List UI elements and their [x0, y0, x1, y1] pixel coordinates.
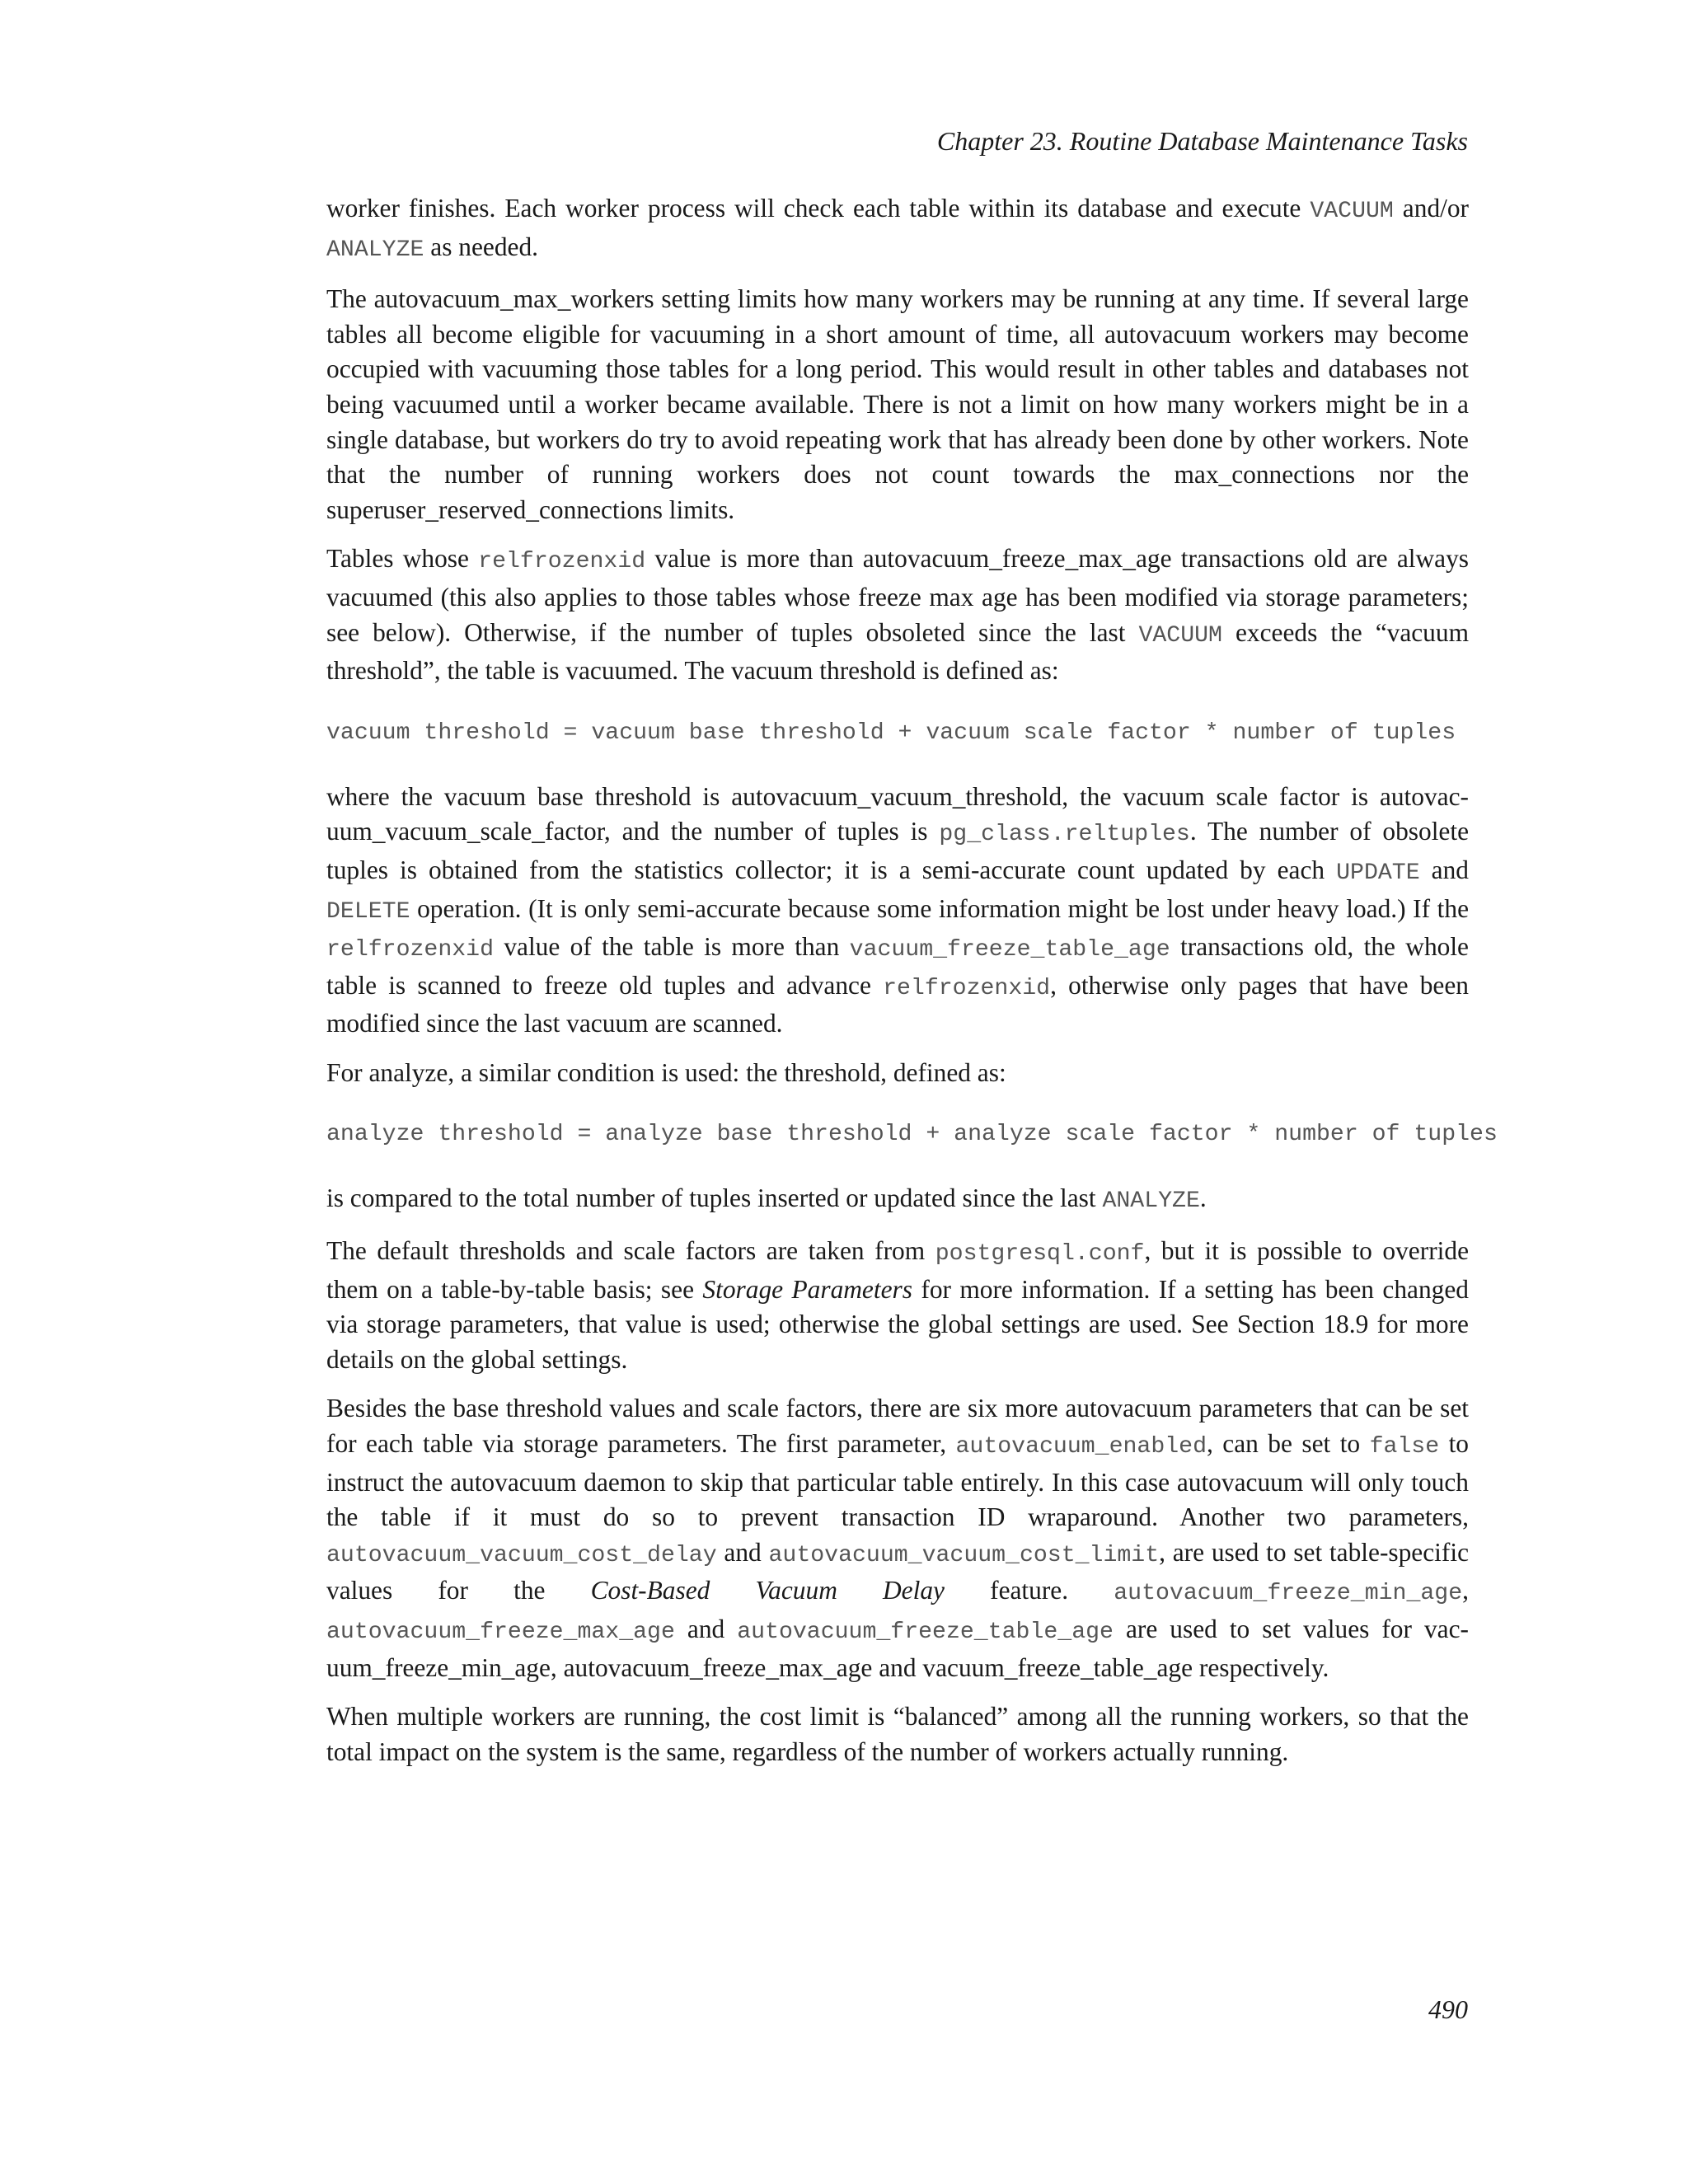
text-run: and/or — [1393, 194, 1470, 223]
text-run: . The number of obsolete tuples is obtained from the statistics collector; it is a semi-accurate count updated by each — [326, 817, 1469, 884]
text-run: and — [716, 1537, 769, 1567]
running-header: Chapter 23. Routine Database Maintenance Tasks — [936, 126, 1468, 156]
text-run: are used to set values for vacuum_freeze_min_age, autovacuum_freeze_max_age and vacuum_freeze_table_age respectively. — [326, 1615, 1469, 1682]
text-run: value is more than autovacuum_freeze_max_age transactions old are always vacuumed (this also applies to those tables whose freeze max age has been modified via storage parameters; see below). Otherwise, if the number of tuples obsoleted since the last — [326, 544, 1470, 647]
page-number: 490 — [1428, 1994, 1468, 2024]
paragraph-cost-limit-balanced: When multiple workers are running, the cost limit is “balanced” among all the running workers, so that the total impact on the system is the same, regardless of the number of workers actually running. — [326, 1702, 1469, 1766]
paragraph-default-thresholds — [326, 1234, 1469, 1377]
code-update: UPDATE — [1336, 860, 1420, 886]
code-analyze: ANALYZE — [326, 237, 424, 263]
text-run: as needed. — [424, 232, 538, 261]
text-run: transactions old, the whole table is scanned to freeze old tuples and advance — [326, 932, 1469, 1000]
code-autovacuum-freeze-min-age: autovacuum_freeze_min_age — [1114, 1581, 1463, 1607]
text-run: , are used to set table-specific values for the — [326, 1537, 1469, 1605]
text-run: The default thresholds and scale factors are taken from — [326, 1236, 935, 1266]
code-autovacuum-enabled: autovacuum_enabled — [955, 1434, 1207, 1460]
code-relfrozenxid: relfrozenxid — [326, 937, 494, 963]
code-autovacuum-vacuum-cost-limit: autovacuum_vacuum_cost_limit — [768, 1542, 1160, 1568]
text-run: exceeds the “vacuum threshold”, the table is vacuumed. The vacuum threshold is defined as: — [326, 617, 1469, 686]
text-run: and — [1419, 855, 1469, 884]
code-delete: DELETE — [326, 898, 410, 925]
code-postgresql-conf: postgresql.conf — [935, 1241, 1145, 1268]
code-autovacuum-vacuum-cost-delay: autovacuum_vacuum_cost_delay — [326, 1542, 717, 1568]
code-vacuum: VACUUM — [1310, 199, 1394, 224]
code-false: false — [1369, 1434, 1440, 1460]
text-run: to instruct the autovacuum daemon to skip that particular table entirely. In this case autovacuum will only touch the table if it must do so to prevent transaction ID wraparound. Another two parameters, — [326, 1429, 1470, 1532]
code-relfrozenxid: relfrozenxid — [478, 549, 646, 575]
link-storage-parameters[interactable]: Storage Parameters — [702, 1274, 912, 1304]
code-analyze: ANALYZE — [1102, 1188, 1200, 1215]
text-run: and — [674, 1615, 738, 1643]
vacuum-threshold-formula: vacuum threshold = vacuum base threshold + vacuum scale factor * number of tuples — [326, 719, 1456, 746]
paragraph-max-workers: The autovacuum_max_workers setting limits how many workers may be running at any time. If several large tables all become eligible for vacuuming in a short amount of time, all autovacuum workers may become occupied with vacuuming those tables for a long period. This would result in other tables and databases not being vacuumed until a worker became available. There is not a limit on how many workers might be in a single database, but workers do try to avoid repeating work that has already been done by other workers. Note that the number of running workers does not count towards the max_connections nor the superuser_reserved_connections limits. — [326, 284, 1469, 524]
paragraph-analyze-compared — [326, 1181, 1469, 1220]
text-run: , — [1462, 1576, 1469, 1605]
text-run: worker finishes. Each worker process will check each table within its database and execute — [326, 194, 1311, 223]
code-reltuples: pg_class.reltuples — [939, 822, 1190, 848]
paragraph-vacuum-threshold-explained — [326, 780, 1469, 1042]
text-run: operation. (It is only semi-accurate because some information might be lost under heavy load.) If the — [410, 893, 1469, 923]
text-run: where the vacuum base threshold is autovacuum_vacuum_threshold, the vacuum scale factor is autovacuum_vacuum_scale_factor, and the number of tuples is — [326, 781, 1469, 846]
text-run: value of the table is more than — [493, 932, 850, 962]
text-run: Besides the base threshold values and scale factors, there are six more autovacuum parameters that can be set for each table via storage parameters. The first parameter, — [326, 1394, 1469, 1459]
code-relfrozenxid: relfrozenxid — [883, 975, 1051, 1001]
page-body — [326, 191, 1498, 1783]
code-autovacuum-freeze-max-age: autovacuum_freeze_max_age — [326, 1619, 675, 1645]
text-run: . — [1199, 1183, 1207, 1213]
text-run: for more information. If a setting has been changed via storage parameters, that value is used; otherwise the global settings are used. See Section 18.9 for more details on the global settings. — [326, 1274, 1469, 1374]
text-run: Tables whose — [326, 544, 479, 574]
paragraph-analyze-condition: For analyze, a similar condition is used: the threshold, defined as: — [326, 1057, 1006, 1087]
text-run: , otherwise only pages that have been modified since the last vacuum are scanned. — [326, 970, 1469, 1038]
link-cost-based-vacuum-delay[interactable]: Cost-Based Vacuum Delay — [590, 1576, 945, 1605]
code-autovacuum-freeze-table-age: autovacuum_freeze_table_age — [737, 1619, 1114, 1645]
paragraph-worker-finishes — [326, 191, 1469, 268]
text-run: feature. — [944, 1576, 1114, 1605]
code-vacuum: VACUUM — [1138, 622, 1222, 649]
analyze-threshold-formula: analyze threshold = analyze base threshold + analyze scale factor * number of tuples — [326, 1122, 1498, 1148]
text-run: is compared to the total number of tuples inserted or updated since the last — [326, 1183, 1103, 1213]
code-vacuum-freeze-table-age: vacuum_freeze_table_age — [849, 937, 1170, 963]
paragraph-freeze-max-age — [326, 541, 1469, 688]
text-run: , but it is possible to override them on a table-by-table basis; see — [326, 1236, 1469, 1304]
paragraph-storage-parameters — [326, 1391, 1469, 1685]
text-run: , can be set to — [1207, 1429, 1370, 1459]
